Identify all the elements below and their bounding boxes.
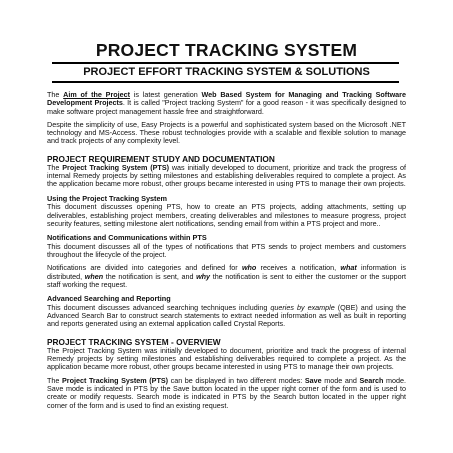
intro-paragraph-1 [47,91,406,116]
aim-of-project-text: Aim of the Project [63,90,131,99]
text-run: . It is called "Project tracking System" for a good reason - it was specifically designed to make software project management hassle free and straightforward. [47,98,406,116]
text-run: the notification is sent, and [103,271,197,281]
search-mode-text: Search [359,375,384,385]
save-mode-text: Save [304,375,322,385]
italic-text: queries by example [270,302,335,312]
subheading-notifications: Notifications and Communications within PTS [47,233,207,243]
searching-paragraph [47,304,406,329]
bold-text-run: Project Tracking System (PTS) [62,162,170,172]
page-title: PROJECT TRACKING SYSTEM [95,40,358,60]
text-run: mode and [321,375,360,385]
overview-paragraph-2 [47,377,406,410]
emphasis-text: when [84,271,104,281]
bold-text-run: Web Based System for Managing and Tracking Software Development Projects [47,90,406,108]
requirements-paragraph [47,164,406,189]
text-run: Notifications are divided into categories and defined for [47,263,242,273]
document-body [47,91,406,415]
text-run: can be displayed in two different modes: [168,375,305,385]
text-run: (QBE) and using the Advanced Search Bar to construct search statements to extract needed information as well as built in reporting and reports generated using an external application called Crystal Reports. [47,302,407,329]
intro-paragraph-2: Despite the simplicity of use, Easy Projects is a powerful and sophisticated system based on the Microsoft .NET technology and MS-Access. These robust technologies provide with a scalable and flexible solution to manage and track projects of any complexity level. [47,119,406,146]
text-run: was initially developed to document, prioritize and track the progress of internal Remedy projects by setting milestones and establishing deliverables required to complete a project. As the application became more robust, other groups became interested in using PTS to manage their own projects. [47,162,406,189]
title-divider-top [52,62,399,64]
using-pts-paragraph: This document discusses opening PTS, how to create an PTS projects, adding attachments, setting up deliverables, establishing project members, creating deliverables and milestones to measure progress, project security features, setting milestone alert notifications, sending email from within a PTS project and more.. [47,202,406,228]
overview-paragraph-1: The Project Tracking System was initially developed to document, prioritize and track the progress of internal Remedy projects by setting milestones and establishing deliverables required to complete a project. As the application became more robust, other groups became interested in using PTS to manage their own projects. [47,345,406,372]
text-run: mode. Save mode is indicated in PTS by the Save button located in the upper right corner of the form and is used to create or modify requests. Search mode is indicated in PTS by the Search button located in the upper right corner of the form and is used to find an existing request. [47,375,406,410]
title-divider-bottom [52,81,399,83]
emphasis-text: what [340,263,357,273]
bold-text-run: Project Tracking System (PTS) [61,375,169,385]
section-heading-overview: PROJECT TRACKING SYSTEM - OVERVIEW [47,336,221,347]
text-run: is latest generation [130,90,202,99]
notifications-paragraph-2 [47,264,406,289]
text-run: The [47,90,64,99]
subheading-using-pts: Using the Project Tracking System [47,193,168,203]
page-subtitle: PROJECT EFFORT TRACKING SYSTEM & SOLUTIONS [83,66,370,78]
emphasis-text: why [196,271,211,281]
subheading-searching: Advanced Searching and Reporting [47,294,171,304]
text-run: information is distributed, [47,263,406,281]
text-run: the notification is sent to either the customer or the support staff working the request. [47,271,406,289]
notifications-paragraph-1: This document discusses all of the types of notifications that PTS sends to project members and customers throughout the lifecycle of the project. [47,241,406,260]
section-heading-requirements: PROJECT REQUIREMENT STUDY AND DOCUMENTATION [47,153,275,164]
emphasis-text: who [241,263,257,273]
text-run: This document discusses advanced searching techniques including [47,302,271,312]
text-run: The [47,162,63,172]
text-run: receives a notification, [256,263,341,273]
text-run: The [47,375,62,385]
